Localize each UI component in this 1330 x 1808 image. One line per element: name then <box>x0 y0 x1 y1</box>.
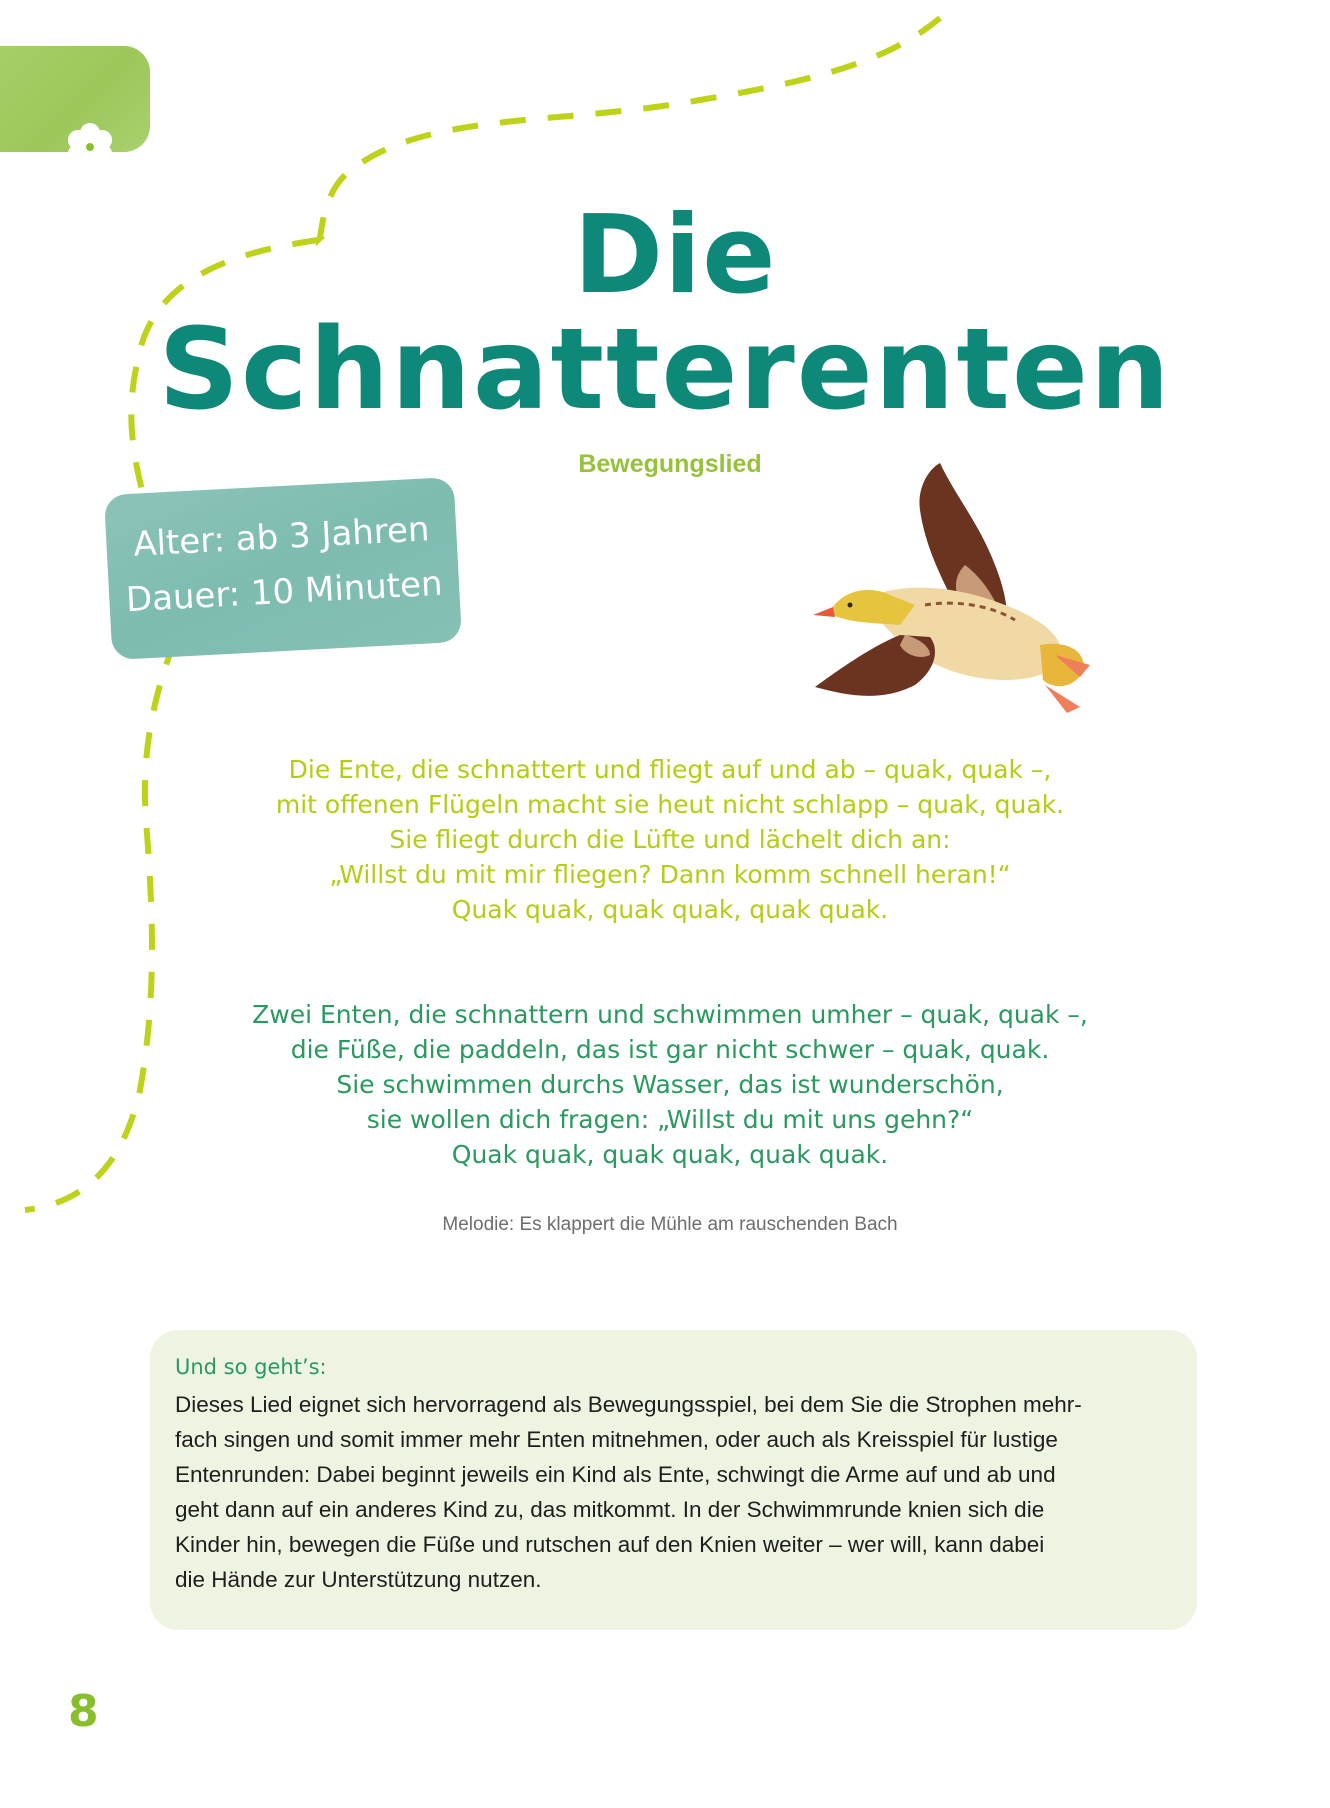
stanza-line: sie wollen dich fragen: „Willst du mit uns gehn?“ <box>366 1105 974 1134</box>
section-tab <box>0 46 150 152</box>
stanza-line: Die Ente, die schnattert und fliegt auf und ab – quak, quak –, <box>288 755 1052 784</box>
instructions-line: Entenrunden: Dabei beginnt jeweils ein Kind als Ente, schwingt die Arme auf und ab und <box>175 1462 1056 1487</box>
instructions-line: Kinder hin, bewegen die Füße und rutschen auf den Knien weiter – wer will, kann dabei <box>175 1532 1045 1557</box>
stanza-line: Quak quak, quak quak, quak quak. <box>451 1140 889 1169</box>
instructions-line: Dieses Lied eignet sich hervorragend als Bewegungsspiel, bei dem Sie die Strophen mehr- <box>175 1392 1082 1417</box>
stanza-line: Sie fliegt durch die Lüfte und lächelt dich an: <box>389 825 951 854</box>
stanza-line: mit offenen Flügeln macht sie heut nicht schlapp – quak, quak. <box>275 790 1065 819</box>
stanza-line: die Füße, die paddeln, das ist gar nicht schwer – quak, quak. <box>290 1035 1050 1064</box>
song-stanza-1 <box>0 752 1330 927</box>
flower-icon <box>63 120 117 174</box>
instructions-text <box>175 1387 1185 1597</box>
page-number: 8 <box>68 1686 99 1737</box>
instructions-line: fach singen und somit immer mehr Enten mitnehmen, oder auch als Kreisspiel für lustige <box>175 1427 1058 1452</box>
stanza-line: „Willst du mit mir fliegen? Dann komm schnell heran!“ <box>329 860 1011 889</box>
instructions-line: die Hände zur Unterstützung nutzen. <box>175 1567 542 1592</box>
duration-label: Dauer: 10 Minuten <box>124 563 444 621</box>
stanza-line: Sie schwimmen durchs Wasser, das ist wunderschön, <box>336 1070 1004 1099</box>
age-duration-badge <box>104 477 462 660</box>
instructions-heading: Und so geht’s: <box>175 1355 327 1379</box>
stanza-line: Quak quak, quak quak, quak quak. <box>451 895 889 924</box>
age-label: Alter: ab 3 Jahren <box>132 509 431 565</box>
instructions-line: geht dann auf ein anderes Kind zu, das mitkommt. In der Schwimmrunde knien sich die <box>175 1497 1045 1522</box>
page-title-line-1: Die <box>573 193 777 318</box>
flying-duck-illustration <box>805 455 1100 720</box>
song-stanza-2 <box>0 997 1330 1172</box>
stanza-line: Zwei Enten, die schnattern und schwimmen umher – quak, quak –, <box>252 1000 1088 1029</box>
page-subtitle: Bewegungslied <box>578 450 762 478</box>
melody-credit: Melodie: Es klappert die Mühle am rauschenden Bach <box>442 1214 898 1235</box>
page-title-line-2: Schnatterenten <box>158 305 1172 435</box>
